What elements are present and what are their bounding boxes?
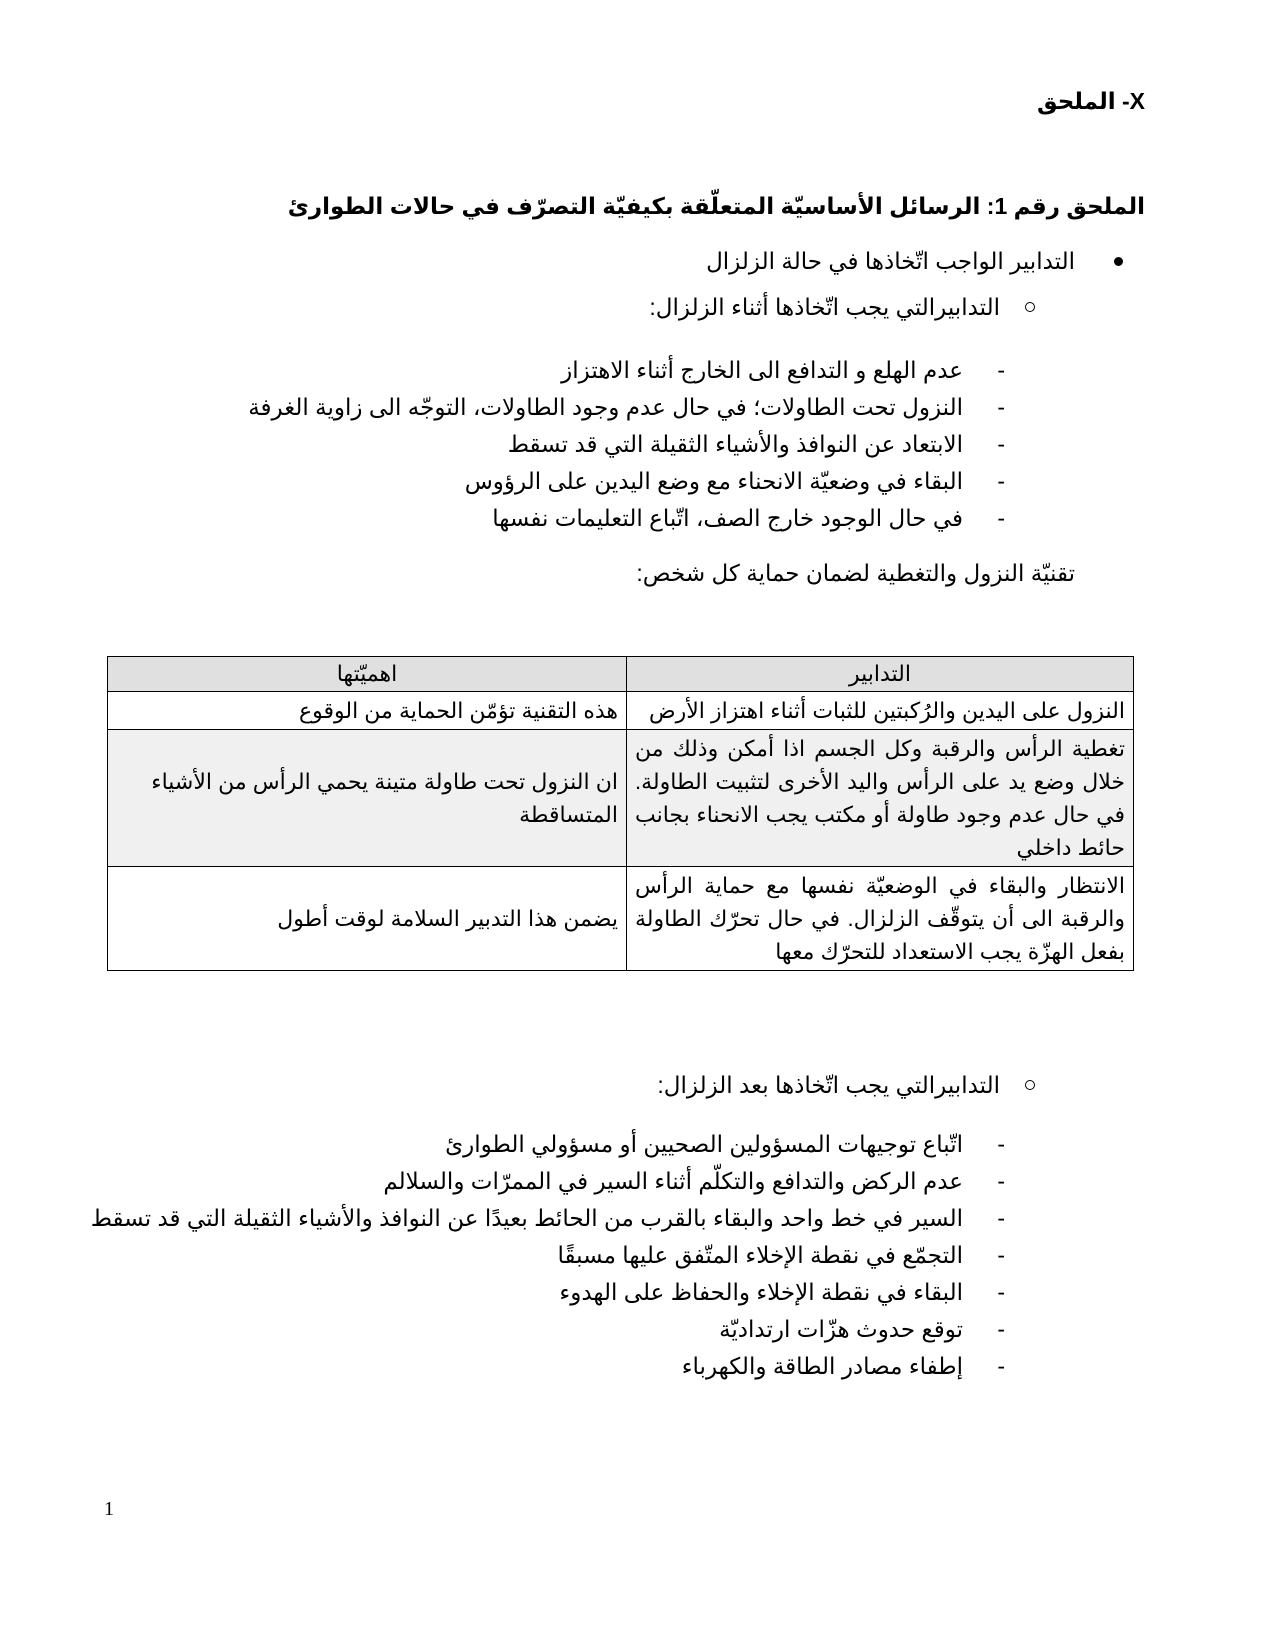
annex-heading: الملحق رقم 1: الرسائل الأساسيّة المتعلّقة بكيفيّة التصرّف في حالات الطوارئ [287,193,1145,219]
during-list [248,352,1005,537]
list-item: - السير في خط واحد والبقاء بالقرب من الحائط بعيدًا عن النوافذ والأشياء الثقيلة التي قد تسقط [91,1200,1005,1237]
page-number: 1 [104,1498,114,1520]
list-item: - التجمّع في نقطة الإخلاء المتّفق عليها مسبقًا [91,1237,1005,1274]
table-cell-measure: النزول على اليدين والرُكبتين للثبات أثناء اهتزاز الأرض [627,692,1134,730]
table-cell-importance: هذه التقنية تؤمّن الحماية من الوقوع [108,692,627,730]
circle-bullet-icon [1025,302,1035,312]
table-row [108,867,1134,971]
header-measures: التدابير [627,657,1134,692]
table-cell-measure: الانتظار والبقاء في الوضعيّة نفسها مع حماية الرأس والرقبة الى أن يتوقّف الزلزال. في حال تحرّك الطاولة بفعل الهزّة يجب الاستعداد للتحرّك معها [627,867,1134,971]
list-item: - النزول تحت الطاولات؛ في حال عدم وجود الطاولات، التوجّه الى زاوية الغرفة [248,389,1005,426]
after-list [91,1126,1005,1385]
list-item: - الابتعاد عن النوافذ والأشياء الثقيلة التي قد تسقط [248,426,1005,463]
list-item: - عدم الهلع و التدافع الى الخارج أثناء الاهتزاز [248,352,1005,389]
list-item: - البقاء في وضعيّة الانحناء مع وضع اليدين على الرؤوس [248,463,1005,500]
technique-caption: تقنيّة النزول والتغطية لضمان حماية كل شخص: [636,560,1075,586]
circle-bullet-icon [1025,1080,1035,1090]
header-importance: اهميّتها [108,657,627,692]
list-item: - البقاء في نقطة الإخلاء والحفاظ على الهدوء [91,1274,1005,1311]
bullet-icon [1114,257,1123,266]
table-cell-importance: يضمن هذا التدبير السلامة لوقت أطول [108,867,627,971]
measures-table [107,656,1134,971]
during-title: التدابيرالتي يجب اتّخاذها أثناء الزلزال: [649,294,1000,320]
table-row [108,730,1134,867]
annex-title: X- الملحق [1036,88,1145,114]
table-cell-importance: ان النزول تحت طاولة متينة يحمي الرأس من الأشياء المتساقطة [108,730,627,867]
list-item: - توقع حدوث هزّات ارتداديّة [91,1311,1005,1348]
after-title: التدابيرالتي يجب اتّخاذها بعد الزلزال: [657,1072,1000,1098]
earthquake-bullet: التدابير الواجب اتّخاذها في حالة الزلزال [706,248,1075,274]
list-item: - اتّباع توجيهات المسؤولين الصحيين أو مسؤولي الطوارئ [91,1126,1005,1163]
table-cell-measure: تغطية الرأس والرقبة وكل الجسم اذا أمكن وذلك من خلال وضع يد على الرأس واليد الأخرى لتثبيت الطاولة. في حال عدم وجود طاولة أو مكتب يجب الانحناء بجانب حائط داخلي [627,730,1134,867]
table-row [108,692,1134,730]
list-item: - عدم الركض والتدافع والتكلّم أثناء السير في الممرّات والسلالم [91,1163,1005,1200]
list-item: - إطفاء مصادر الطاقة والكهرباء [91,1348,1005,1385]
list-item: - في حال الوجود خارج الصف، اتّباع التعليمات نفسها [248,500,1005,537]
table-header-row [108,657,1134,692]
